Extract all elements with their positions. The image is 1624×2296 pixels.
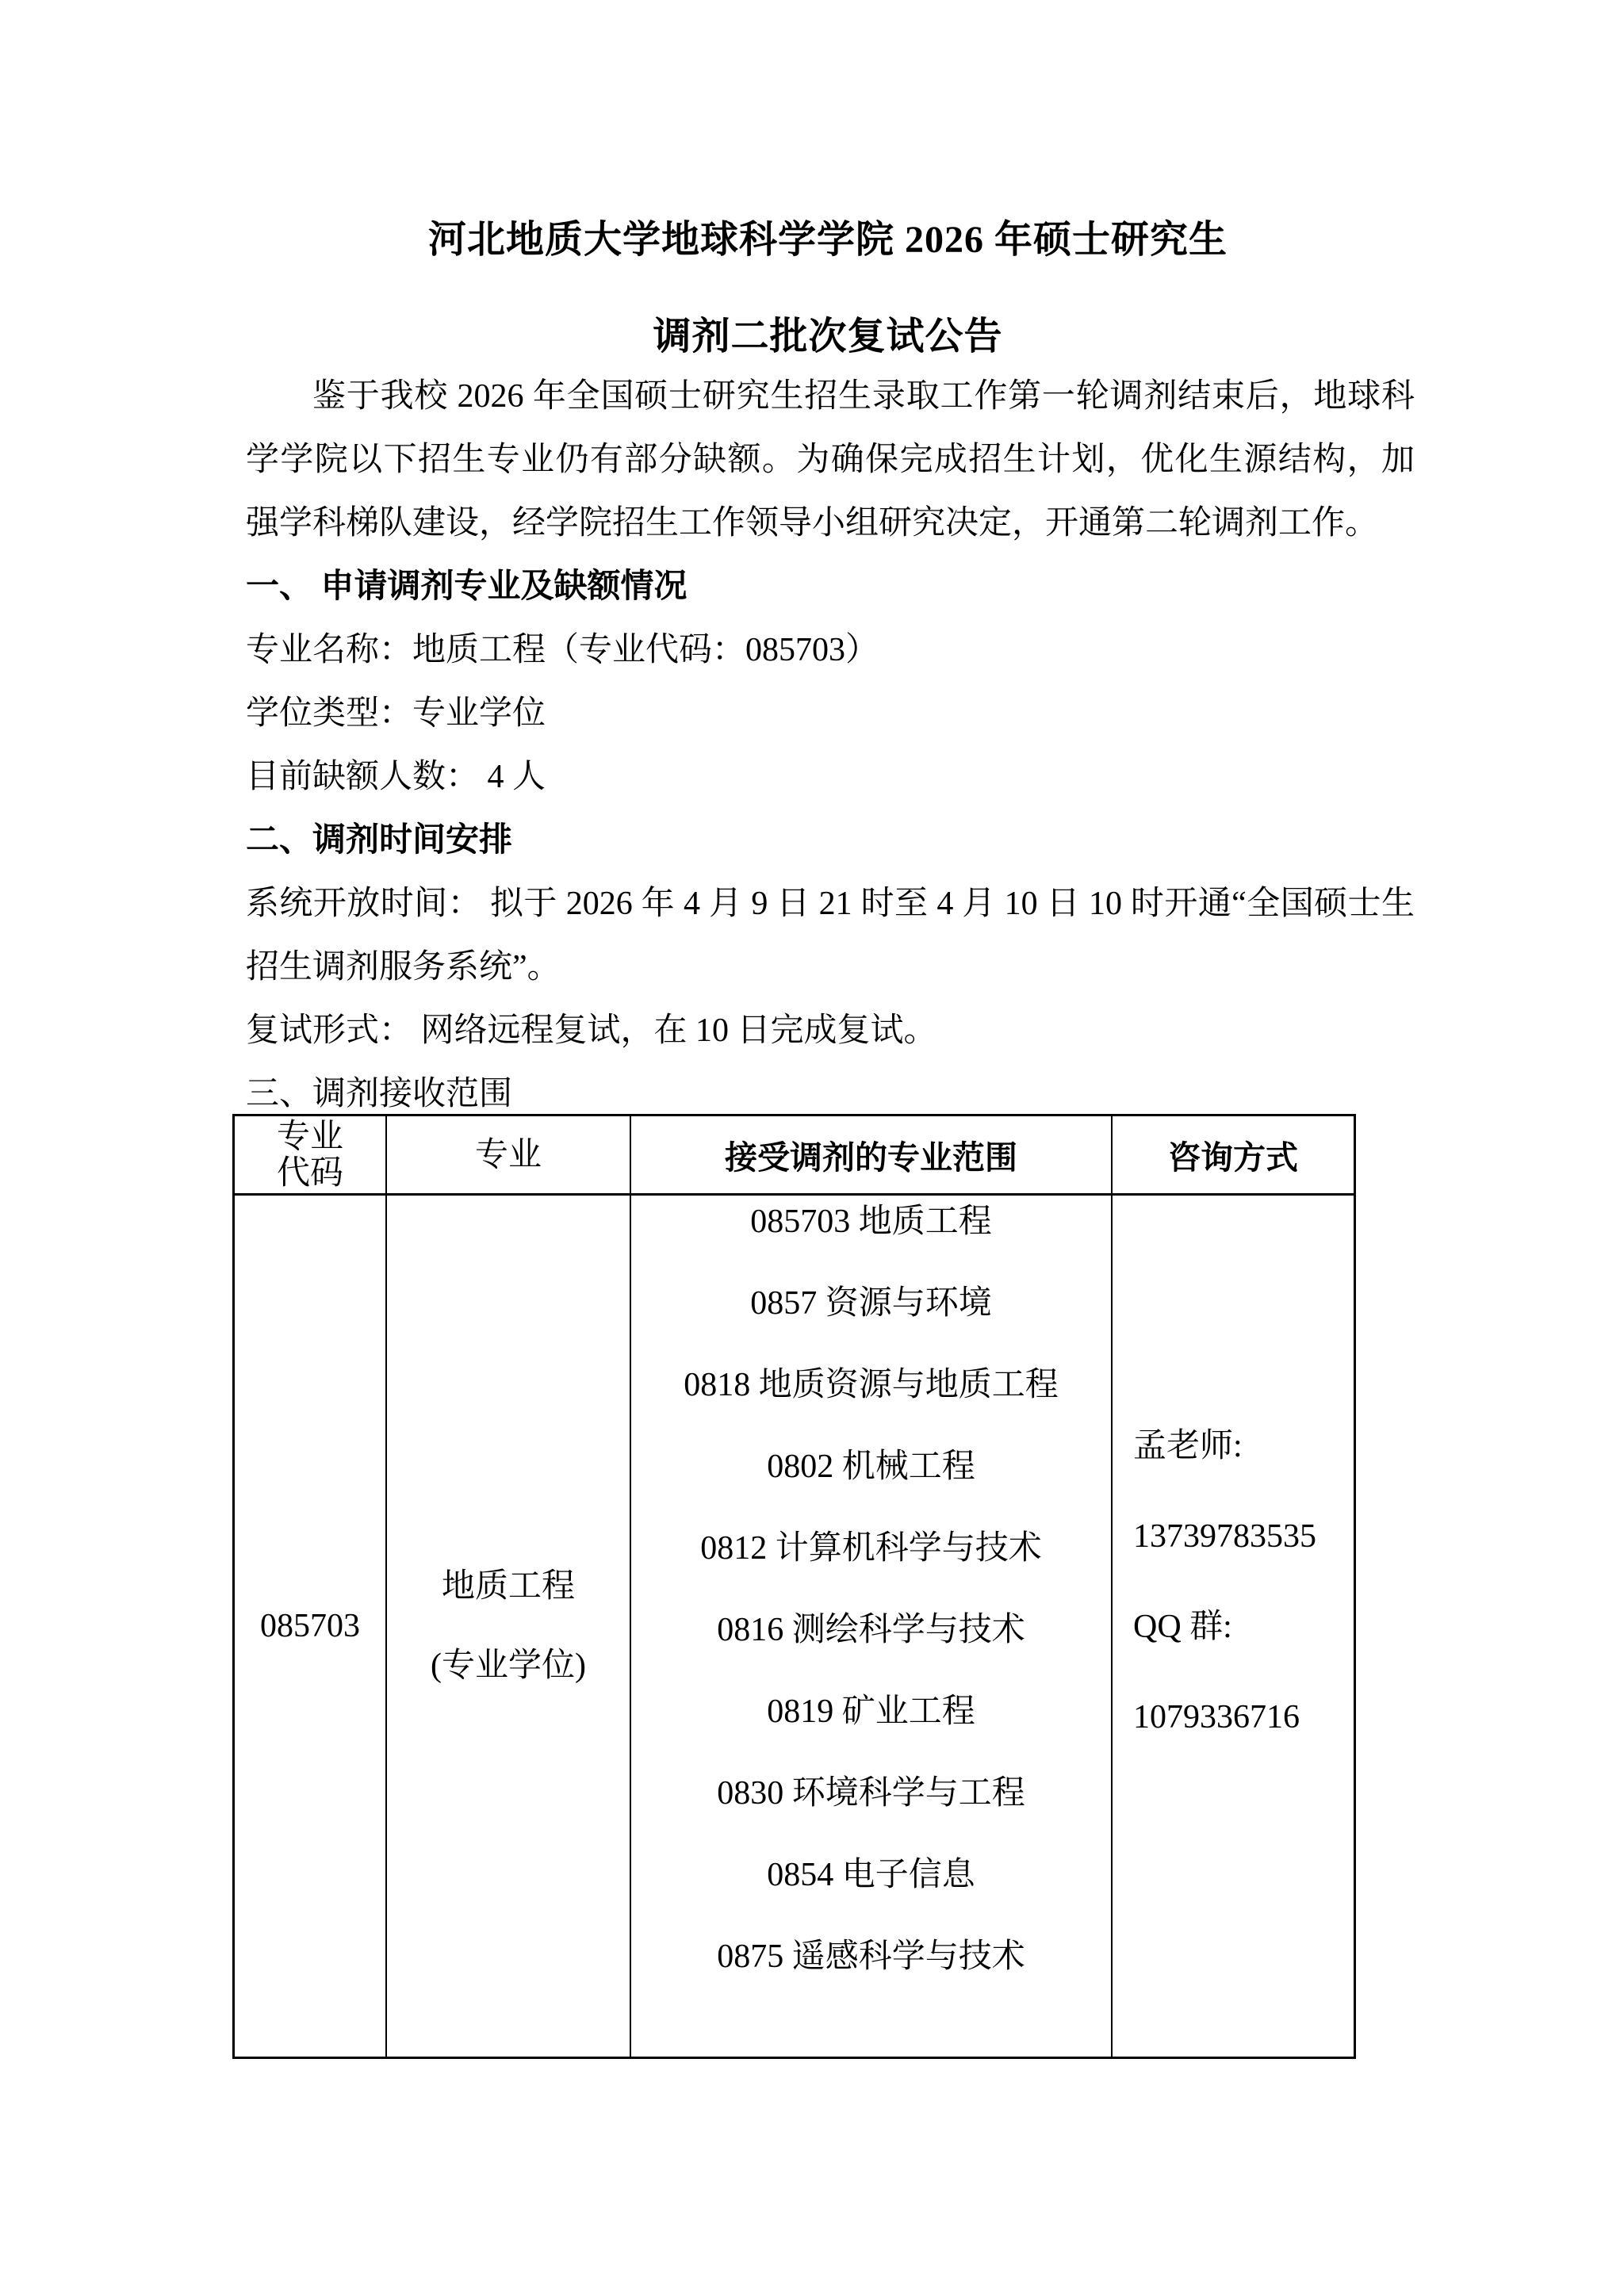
accepted-major-item: 0819 矿业工程: [767, 1693, 975, 1730]
system-open-time-line-2: 招生调剂服务系统”。: [246, 949, 561, 985]
intro-line-1: 鉴于我校 2026 年全国硕士研究生招生录取工作第一轮调剂结束后，地球科: [312, 378, 1415, 415]
major-name-value: 地质工程: [441, 1568, 575, 1605]
vacancy-count-line: 目前缺额人数： 4 人: [246, 759, 546, 795]
accepted-major-item: 0818 地质资源与地质工程: [684, 1367, 1059, 1403]
major-code-value: 085703: [260, 1608, 360, 1644]
cell-major-name: [385, 1196, 630, 2057]
header-major-code-line-2: 代码: [276, 1154, 343, 1192]
contact-qq-label: QQ 群:: [1133, 1609, 1232, 1645]
header-major-code-line-1: 专业: [276, 1118, 343, 1155]
contact-teacher-label: 孟老师:: [1133, 1428, 1243, 1464]
accepted-major-item: 0857 资源与环境: [750, 1285, 992, 1322]
contact-phone-number: 13739783535: [1133, 1518, 1316, 1555]
contact-qq-number: 1079336716: [1133, 1699, 1300, 1735]
cell-accepted-scope: [630, 1196, 1111, 2057]
accepted-major-item: 0830 环境科学与工程: [717, 1775, 1025, 1812]
header-accepted-scope: 接受调剂的专业范围: [630, 1116, 1111, 1196]
header-contact-method: 咨询方式: [1111, 1116, 1354, 1196]
major-name-line: 专业名称：地质工程（专业代码：085703）: [246, 632, 879, 668]
accepted-major-item: 0854 电子信息: [767, 1857, 975, 1893]
intro-line-3: 强学科梯队建设，经学院招生工作领导小组研究决定，开通第二轮调剂工作。: [246, 505, 1379, 541]
accepted-major-item: 0816 测绘科学与技术: [717, 1612, 1025, 1648]
cell-major-code: [235, 1196, 385, 2057]
system-open-time-line-1: 系统开放时间： 拟于 2026 年 4 月 9 日 21 时至 4 月 10 日 10 时开通“全国硕士生: [246, 886, 1415, 922]
title-line-1: 河北地质大学地球科学学院 2026 年硕士研究生: [427, 219, 1228, 261]
section-3-heading: 三、调剂接收范围: [246, 1076, 513, 1112]
major-degree-type-value: (专业学位): [431, 1647, 586, 1684]
contact-block: [1113, 1401, 1354, 1762]
title-line-2: 调剂二批次复试公告: [653, 316, 1003, 358]
degree-type-line: 学位类型：专业学位: [246, 695, 546, 732]
section-2-heading: 二、调剂时间安排: [246, 822, 513, 859]
retest-format-line: 复试形式： 网络远程复试，在 10 日完成复试。: [246, 1012, 937, 1049]
accepted-major-item: 0812 计算机科学与技术: [700, 1530, 1042, 1567]
header-major-code: [235, 1116, 385, 1196]
document-body: [246, 365, 1415, 1126]
section-1-heading: 一、 申请调剂专业及缺额情况: [246, 568, 688, 605]
transfer-scope-table: [232, 1114, 1356, 2059]
intro-line-2: 学学院以下招生专业仍有部分缺额。为确保完成招生计划，优化生源结构，加: [246, 442, 1415, 478]
accepted-major-item: 085703 地质工程: [750, 1203, 992, 1240]
header-major: 专业: [385, 1116, 630, 1196]
accepted-major-item: 0875 遥感科学与技术: [717, 1938, 1025, 1975]
accepted-major-item: 0802 机械工程: [767, 1448, 975, 1485]
cell-contact-method: [1111, 1196, 1354, 2057]
document-title: [246, 192, 1410, 385]
